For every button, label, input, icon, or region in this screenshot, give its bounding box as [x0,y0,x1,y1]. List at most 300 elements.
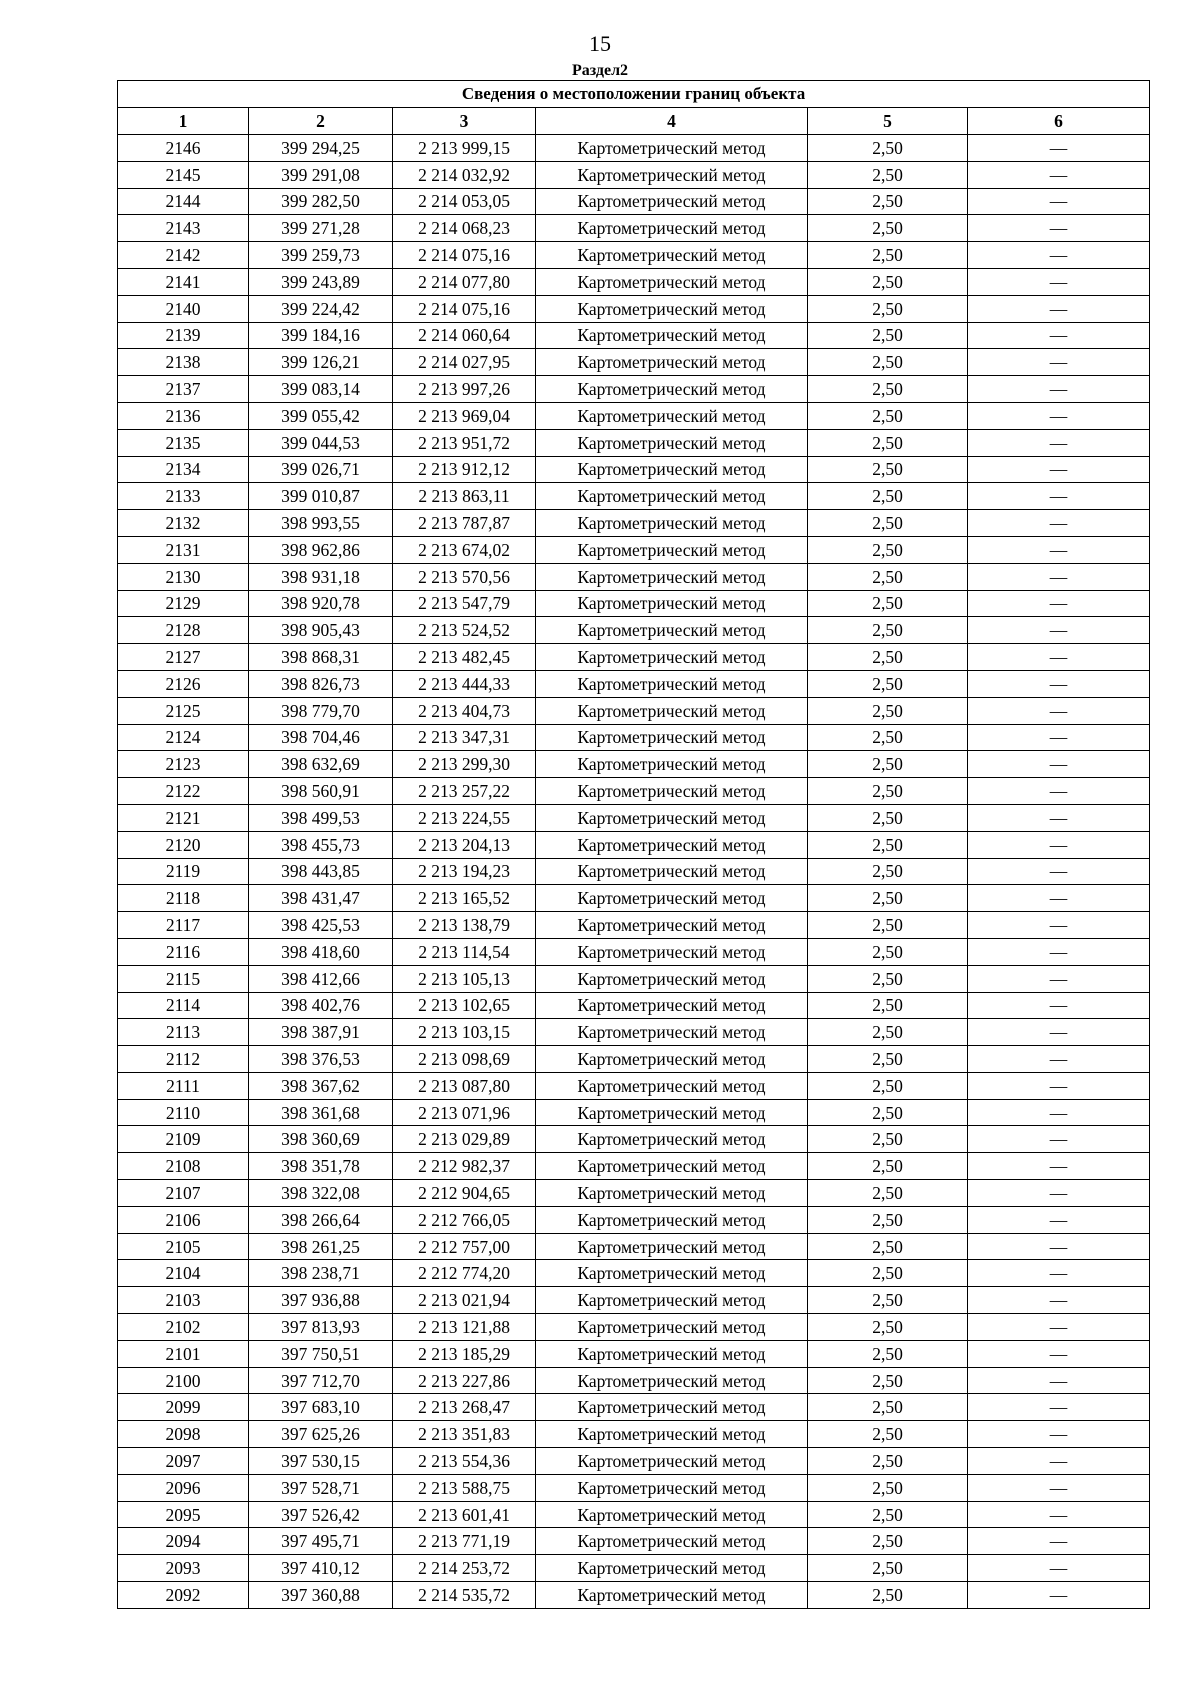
y-coordinate-cell: 2 213 204,13 [393,831,536,858]
column-number-2: 2 [249,108,393,135]
table-row [118,135,1150,162]
table-row [118,1099,1150,1126]
method-cell: Картометрический метод [536,1153,808,1180]
point-number-cell: 2115 [118,965,249,992]
table-row [118,912,1150,939]
x-coordinate-cell: 397 530,15 [249,1448,393,1475]
table-row [118,215,1150,242]
description-cell: — [968,912,1150,939]
y-coordinate-cell: 2 213 102,65 [393,992,536,1019]
x-coordinate-cell: 398 431,47 [249,885,393,912]
method-cell: Картометрический метод [536,376,808,403]
table-row [118,590,1150,617]
y-coordinate-cell: 2 213 165,52 [393,885,536,912]
point-number-cell: 2111 [118,1072,249,1099]
table-row [118,1340,1150,1367]
method-cell: Картометрический метод [536,402,808,429]
point-number-cell: 2136 [118,402,249,429]
method-cell: Картометрический метод [536,724,808,751]
method-cell: Картометрический метод [536,1421,808,1448]
accuracy-cell: 2,50 [808,1072,968,1099]
x-coordinate-cell: 398 418,60 [249,938,393,965]
x-coordinate-cell: 398 779,70 [249,697,393,724]
y-coordinate-cell: 2 213 351,83 [393,1421,536,1448]
y-coordinate-cell: 2 213 547,79 [393,590,536,617]
table-row [118,510,1150,537]
accuracy-cell: 2,50 [808,1528,968,1555]
method-cell: Картометрический метод [536,697,808,724]
method-cell: Картометрический метод [536,912,808,939]
method-cell: Картометрический метод [536,751,808,778]
point-number-cell: 2121 [118,804,249,831]
description-cell: — [968,349,1150,376]
accuracy-cell: 2,50 [808,295,968,322]
description-cell: — [968,1126,1150,1153]
description-cell: — [968,510,1150,537]
table-row [118,1582,1150,1609]
description-cell: — [968,188,1150,215]
y-coordinate-cell: 2 213 268,47 [393,1394,536,1421]
table-body [118,135,1150,1609]
table-row [118,1287,1150,1314]
y-coordinate-cell: 2 213 863,11 [393,483,536,510]
method-cell: Картометрический метод [536,135,808,162]
table-row [118,536,1150,563]
method-cell: Картометрический метод [536,670,808,697]
y-coordinate-cell: 2 214 053,05 [393,188,536,215]
method-cell: Картометрический метод [536,1180,808,1207]
description-cell: — [968,322,1150,349]
x-coordinate-cell: 398 455,73 [249,831,393,858]
method-cell: Картометрический метод [536,1448,808,1475]
x-coordinate-cell: 398 704,46 [249,724,393,751]
table-row [118,885,1150,912]
y-coordinate-cell: 2 214 075,16 [393,242,536,269]
description-cell: — [968,992,1150,1019]
point-number-cell: 2127 [118,644,249,671]
method-cell: Картометрический метод [536,644,808,671]
point-number-cell: 2106 [118,1206,249,1233]
description-cell: — [968,1153,1150,1180]
description-cell: — [968,1287,1150,1314]
y-coordinate-cell: 2 213 114,54 [393,938,536,965]
point-number-cell: 2096 [118,1474,249,1501]
x-coordinate-cell: 399 224,42 [249,295,393,322]
y-coordinate-cell: 2 214 060,64 [393,322,536,349]
point-number-cell: 2116 [118,938,249,965]
y-coordinate-cell: 2 213 999,15 [393,135,536,162]
point-number-cell: 2103 [118,1287,249,1314]
x-coordinate-cell: 398 868,31 [249,644,393,671]
x-coordinate-cell: 398 266,64 [249,1206,393,1233]
y-coordinate-cell: 2 213 185,29 [393,1340,536,1367]
accuracy-cell: 2,50 [808,322,968,349]
description-cell: — [968,295,1150,322]
point-number-cell: 2117 [118,912,249,939]
point-number-cell: 2093 [118,1555,249,1582]
description-cell: — [968,831,1150,858]
method-cell: Картометрический метод [536,1206,808,1233]
description-cell: — [968,1421,1150,1448]
point-number-cell: 2119 [118,858,249,885]
description-cell: — [968,1367,1150,1394]
y-coordinate-cell: 2 213 121,88 [393,1314,536,1341]
description-cell: — [968,1260,1150,1287]
x-coordinate-cell: 397 360,88 [249,1582,393,1609]
method-cell: Картометрический метод [536,1474,808,1501]
x-coordinate-cell: 397 712,70 [249,1367,393,1394]
method-cell: Картометрический метод [536,536,808,563]
x-coordinate-cell: 397 683,10 [249,1394,393,1421]
accuracy-cell: 2,50 [808,751,968,778]
accuracy-cell: 2,50 [808,912,968,939]
point-number-cell: 2114 [118,992,249,1019]
x-coordinate-cell: 399 271,28 [249,215,393,242]
method-cell: Картометрический метод [536,349,808,376]
table-row [118,938,1150,965]
method-cell: Картометрический метод [536,831,808,858]
column-number-4: 4 [536,108,808,135]
description-cell: — [968,483,1150,510]
method-cell: Картометрический метод [536,1072,808,1099]
table-row [118,778,1150,805]
page-number: 15 [589,31,611,56]
table-row [118,402,1150,429]
description-cell: — [968,938,1150,965]
point-number-cell: 2144 [118,188,249,215]
accuracy-cell: 2,50 [808,778,968,805]
accuracy-cell: 2,50 [808,858,968,885]
point-number-cell: 2139 [118,322,249,349]
column-number-1: 1 [118,108,249,135]
y-coordinate-cell: 2 213 588,75 [393,1474,536,1501]
y-coordinate-cell: 2 213 029,89 [393,1126,536,1153]
point-number-cell: 2097 [118,1448,249,1475]
method-cell: Картометрический метод [536,617,808,644]
description-cell: — [968,242,1150,269]
x-coordinate-cell: 399 259,73 [249,242,393,269]
point-number-cell: 2099 [118,1394,249,1421]
description-cell: — [968,1448,1150,1475]
description-cell: — [968,268,1150,295]
description-cell: — [968,1528,1150,1555]
accuracy-cell: 2,50 [808,215,968,242]
x-coordinate-cell: 399 044,53 [249,429,393,456]
description-cell: — [968,161,1150,188]
y-coordinate-cell: 2 213 601,41 [393,1501,536,1528]
x-coordinate-cell: 399 055,42 [249,402,393,429]
table-row [118,1019,1150,1046]
point-number-cell: 2102 [118,1314,249,1341]
column-number-6: 6 [968,108,1150,135]
description-cell: — [968,697,1150,724]
description-cell: — [968,1072,1150,1099]
description-cell: — [968,1180,1150,1207]
method-cell: Картометрический метод [536,1046,808,1073]
x-coordinate-cell: 398 443,85 [249,858,393,885]
y-coordinate-cell: 2 213 524,52 [393,617,536,644]
table-row [118,1501,1150,1528]
table-row [118,965,1150,992]
description-cell: — [968,563,1150,590]
method-cell: Картометрический метод [536,1501,808,1528]
accuracy-cell: 2,50 [808,1501,968,1528]
y-coordinate-cell: 2 214 075,16 [393,295,536,322]
point-number-cell: 2123 [118,751,249,778]
accuracy-cell: 2,50 [808,456,968,483]
table-row [118,1126,1150,1153]
method-cell: Картометрический метод [536,1314,808,1341]
y-coordinate-cell: 2 213 771,19 [393,1528,536,1555]
y-coordinate-cell: 2 213 105,13 [393,965,536,992]
accuracy-cell: 2,50 [808,242,968,269]
accuracy-cell: 2,50 [808,1474,968,1501]
table-row [118,242,1150,269]
y-coordinate-cell: 2 213 103,15 [393,1019,536,1046]
description-cell: — [968,1206,1150,1233]
accuracy-cell: 2,50 [808,965,968,992]
method-cell: Картометрический метод [536,1287,808,1314]
accuracy-cell: 2,50 [808,804,968,831]
x-coordinate-cell: 398 238,71 [249,1260,393,1287]
table-row [118,1367,1150,1394]
accuracy-cell: 2,50 [808,1367,968,1394]
description-cell: — [968,885,1150,912]
point-number-cell: 2135 [118,429,249,456]
table-row [118,1180,1150,1207]
accuracy-cell: 2,50 [808,188,968,215]
x-coordinate-cell: 398 261,25 [249,1233,393,1260]
x-coordinate-cell: 397 625,26 [249,1421,393,1448]
x-coordinate-cell: 398 360,69 [249,1126,393,1153]
table-row [118,1260,1150,1287]
y-coordinate-cell: 2 213 444,33 [393,670,536,697]
table-row [118,188,1150,215]
y-coordinate-cell: 2 213 951,72 [393,429,536,456]
column-number-5: 5 [808,108,968,135]
description-cell: — [968,1019,1150,1046]
accuracy-cell: 2,50 [808,1555,968,1582]
x-coordinate-cell: 399 010,87 [249,483,393,510]
x-coordinate-cell: 398 920,78 [249,590,393,617]
x-coordinate-cell: 397 410,12 [249,1555,393,1582]
x-coordinate-cell: 399 291,08 [249,161,393,188]
x-coordinate-cell: 398 425,53 [249,912,393,939]
accuracy-cell: 2,50 [808,1394,968,1421]
table-row [118,429,1150,456]
method-cell: Картометрический метод [536,563,808,590]
point-number-cell: 2112 [118,1046,249,1073]
section-title: Раздел2 [571,62,629,79]
method-cell: Картометрический метод [536,215,808,242]
description-cell: — [968,751,1150,778]
description-cell: — [968,376,1150,403]
x-coordinate-cell: 398 376,53 [249,1046,393,1073]
table-row [118,751,1150,778]
y-coordinate-cell: 2 213 912,12 [393,456,536,483]
point-number-cell: 2107 [118,1180,249,1207]
point-number-cell: 2134 [118,456,249,483]
y-coordinate-cell: 2 213 071,96 [393,1099,536,1126]
y-coordinate-cell: 2 212 757,00 [393,1233,536,1260]
method-cell: Картометрический метод [536,483,808,510]
y-coordinate-cell: 2 214 253,72 [393,1555,536,1582]
accuracy-cell: 2,50 [808,1099,968,1126]
table-row [118,483,1150,510]
y-coordinate-cell: 2 213 404,73 [393,697,536,724]
accuracy-cell: 2,50 [808,402,968,429]
accuracy-cell: 2,50 [808,349,968,376]
description-cell: — [968,1099,1150,1126]
table-row [118,697,1150,724]
point-number-cell: 2143 [118,215,249,242]
accuracy-cell: 2,50 [808,1126,968,1153]
accuracy-cell: 2,50 [808,1019,968,1046]
table-row [118,349,1150,376]
description-cell: — [968,1555,1150,1582]
method-cell: Картометрический метод [536,1394,808,1421]
description-cell: — [968,135,1150,162]
accuracy-cell: 2,50 [808,1287,968,1314]
accuracy-cell: 2,50 [808,510,968,537]
point-number-cell: 2129 [118,590,249,617]
accuracy-cell: 2,50 [808,1340,968,1367]
accuracy-cell: 2,50 [808,724,968,751]
accuracy-cell: 2,50 [808,1448,968,1475]
x-coordinate-cell: 399 026,71 [249,456,393,483]
description-cell: — [968,1474,1150,1501]
point-number-cell: 2125 [118,697,249,724]
table-row [118,322,1150,349]
x-coordinate-cell: 399 184,16 [249,322,393,349]
table-row [118,1153,1150,1180]
point-number-cell: 2146 [118,135,249,162]
method-cell: Картометрический метод [536,1019,808,1046]
table-row [118,1528,1150,1555]
table-row [118,804,1150,831]
method-cell: Картометрический метод [536,590,808,617]
description-cell: — [968,724,1150,751]
point-number-cell: 2137 [118,376,249,403]
method-cell: Картометрический метод [536,1555,808,1582]
y-coordinate-cell: 2 213 554,36 [393,1448,536,1475]
accuracy-cell: 2,50 [808,644,968,671]
accuracy-cell: 2,50 [808,938,968,965]
y-coordinate-cell: 2 213 299,30 [393,751,536,778]
accuracy-cell: 2,50 [808,617,968,644]
method-cell: Картометрический метод [536,429,808,456]
y-coordinate-cell: 2 214 027,95 [393,349,536,376]
x-coordinate-cell: 398 322,08 [249,1180,393,1207]
y-coordinate-cell: 2 213 347,31 [393,724,536,751]
y-coordinate-cell: 2 212 904,65 [393,1180,536,1207]
point-number-cell: 2109 [118,1126,249,1153]
accuracy-cell: 2,50 [808,1180,968,1207]
accuracy-cell: 2,50 [808,536,968,563]
x-coordinate-cell: 397 528,71 [249,1474,393,1501]
x-coordinate-cell: 397 750,51 [249,1340,393,1367]
method-cell: Картометрический метод [536,804,808,831]
description-cell: — [968,617,1150,644]
y-coordinate-cell: 2 213 021,94 [393,1287,536,1314]
accuracy-cell: 2,50 [808,161,968,188]
point-number-cell: 2113 [118,1019,249,1046]
y-coordinate-cell: 2 214 032,92 [393,161,536,188]
point-number-cell: 2142 [118,242,249,269]
method-cell: Картометрический метод [536,1367,808,1394]
method-cell: Картометрический метод [536,778,808,805]
description-cell: — [968,429,1150,456]
table-row [118,1072,1150,1099]
description-cell: — [968,778,1150,805]
table-row [118,1206,1150,1233]
table-row [118,724,1150,751]
y-coordinate-cell: 2 213 482,45 [393,644,536,671]
x-coordinate-cell: 399 083,14 [249,376,393,403]
point-number-cell: 2092 [118,1582,249,1609]
description-cell: — [968,858,1150,885]
description-cell: — [968,965,1150,992]
description-cell: — [968,215,1150,242]
method-cell: Картометрический метод [536,322,808,349]
description-cell: — [968,1233,1150,1260]
accuracy-cell: 2,50 [808,697,968,724]
point-number-cell: 2110 [118,1099,249,1126]
description-cell: — [968,644,1150,671]
accuracy-cell: 2,50 [808,1260,968,1287]
x-coordinate-cell: 398 367,62 [249,1072,393,1099]
x-coordinate-cell: 399 294,25 [249,135,393,162]
y-coordinate-cell: 2 214 535,72 [393,1582,536,1609]
method-cell: Картометрический метод [536,1126,808,1153]
x-coordinate-cell: 398 931,18 [249,563,393,590]
point-number-cell: 2141 [118,268,249,295]
table-row [118,268,1150,295]
point-number-cell: 2094 [118,1528,249,1555]
table-row [118,1394,1150,1421]
accuracy-cell: 2,50 [808,135,968,162]
table-row [118,161,1150,188]
description-cell: — [968,1340,1150,1367]
point-number-cell: 2132 [118,510,249,537]
accuracy-cell: 2,50 [808,885,968,912]
table-row [118,992,1150,1019]
method-cell: Картометрический метод [536,242,808,269]
accuracy-cell: 2,50 [808,563,968,590]
description-cell: — [968,804,1150,831]
point-number-cell: 2131 [118,536,249,563]
x-coordinate-cell: 398 402,76 [249,992,393,1019]
accuracy-cell: 2,50 [808,992,968,1019]
method-cell: Картометрический метод [536,268,808,295]
point-number-cell: 2140 [118,295,249,322]
x-coordinate-cell: 398 499,53 [249,804,393,831]
y-coordinate-cell: 2 213 674,02 [393,536,536,563]
description-cell: — [968,1314,1150,1341]
description-cell: — [968,670,1150,697]
point-number-cell: 2098 [118,1421,249,1448]
y-coordinate-cell: 2 212 982,37 [393,1153,536,1180]
method-cell: Картометрический метод [536,885,808,912]
y-coordinate-cell: 2 213 138,79 [393,912,536,939]
x-coordinate-cell: 398 361,68 [249,1099,393,1126]
description-cell: — [968,590,1150,617]
method-cell: Картометрический метод [536,161,808,188]
method-cell: Картометрический метод [536,1582,808,1609]
description-cell: — [968,1582,1150,1609]
method-cell: Картометрический метод [536,1528,808,1555]
point-number-cell: 2118 [118,885,249,912]
